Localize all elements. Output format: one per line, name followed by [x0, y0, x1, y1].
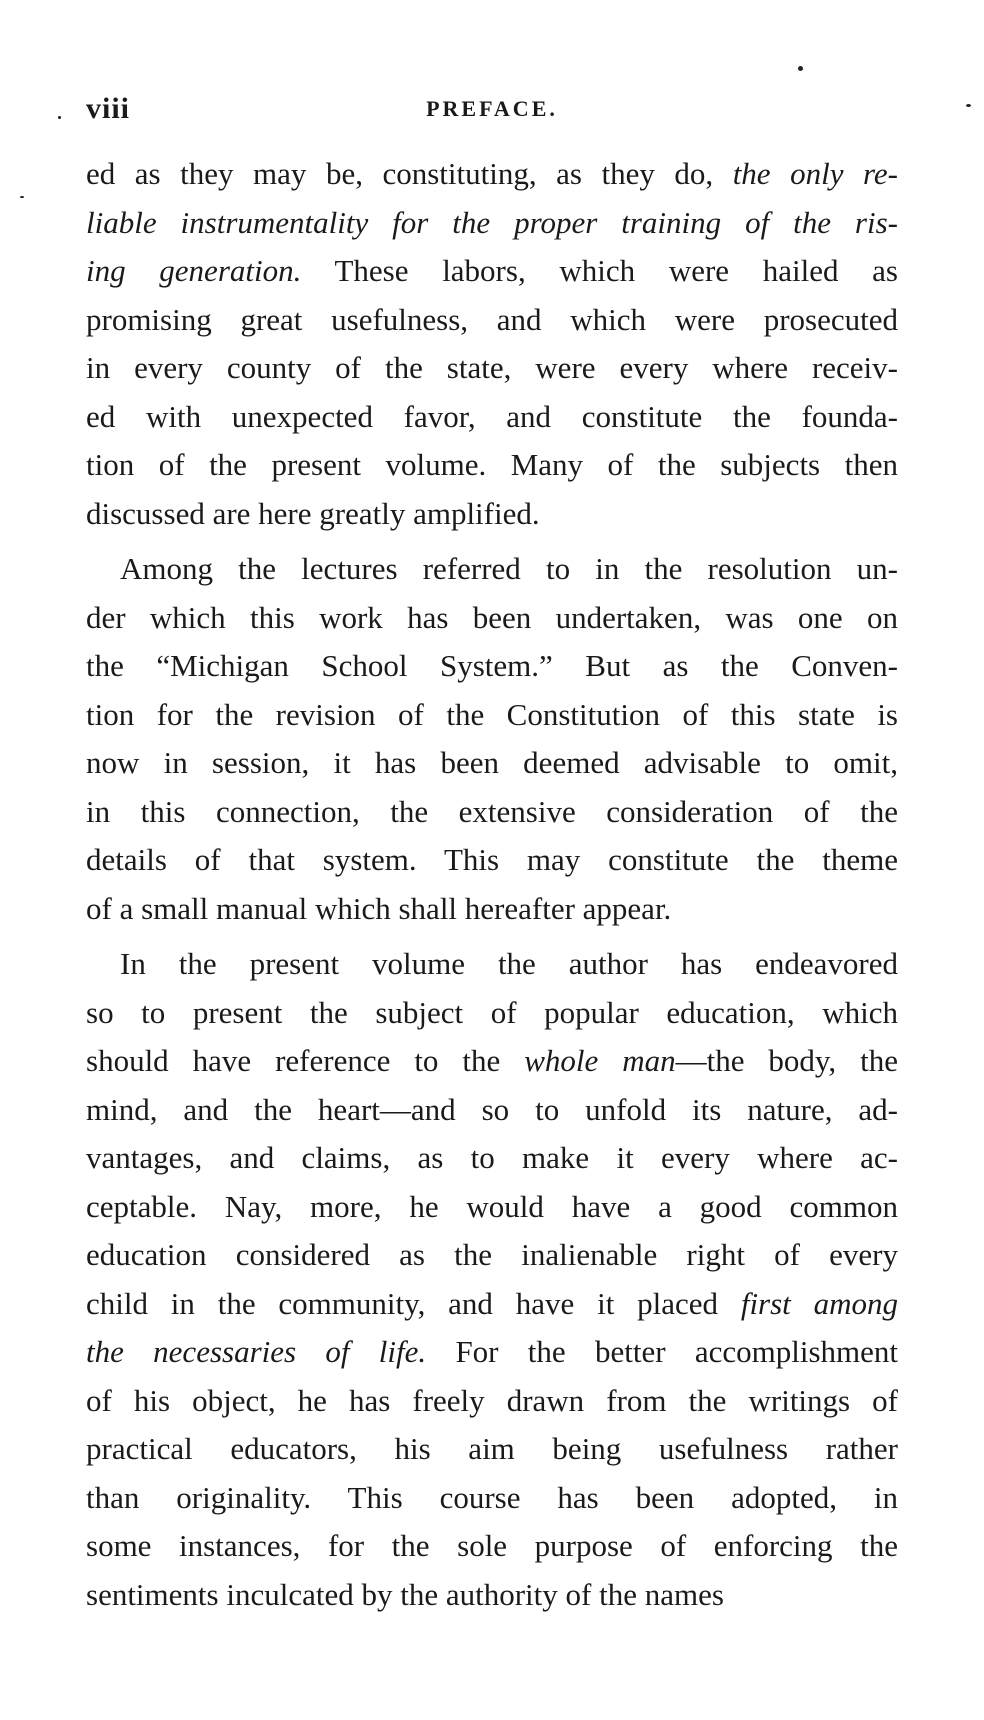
text-line: details of that system. This may constitute the theme: [86, 842, 898, 877]
text-line: now in session, it has been deemed advisable to omit,: [86, 745, 898, 780]
text-line: der which this work has been undertaken, was one on: [86, 599, 898, 635]
text-line: sentiments inculcated by the authority of the names: [86, 1576, 724, 1612]
text-line: child in the community, and have it placed first among: [86, 1285, 898, 1321]
italic-text: liable instrumentality for the proper training of the ris-: [86, 204, 898, 240]
text-line: should have reference to the whole man—the body, the: [86, 1043, 898, 1078]
paragraph: [86, 545, 898, 933]
text-line: the “Michigan School System.” But as the Conven-: [86, 648, 898, 683]
text-line: so to present the subject of popular education, which: [86, 994, 898, 1030]
text-line: ceptable. Nay, more, he would have a good common: [86, 1188, 898, 1224]
text-line: In the present volume the author has endeavored: [120, 946, 898, 981]
text-line: the necessaries of life. For the better accomplishment: [86, 1334, 898, 1369]
italic-text: the only re-: [732, 156, 898, 191]
ink-speck: [20, 196, 24, 198]
page-number: viii: [86, 92, 131, 125]
text-line: [86, 199, 898, 248]
text-line: in this connection, the extensive consideration of the: [86, 793, 898, 829]
text-line: promising great usefulness, and which were prosecuted: [86, 301, 898, 337]
italic-text: first among: [740, 1285, 898, 1321]
text-line: ed with unexpected favor, and constitute the founda-: [86, 398, 898, 434]
paragraph: [86, 150, 898, 538]
italic-text: whole man: [524, 1043, 676, 1078]
text-line: mind, and the heart—and so to unfold its nature, ad-: [86, 1091, 898, 1127]
text-line: of a small manual which shall hereafter appear.: [86, 890, 672, 926]
ink-speck: [966, 104, 971, 107]
text-line: practical educators, his aim being usefulness rather: [86, 1431, 898, 1466]
text-line: tion for the revision of the Constitution of this state is: [86, 696, 898, 732]
running-title: PREFACE.: [426, 96, 558, 121]
text-line: vantages, and claims, as to make it every where ac-: [86, 1140, 898, 1175]
text-line: discussed are here greatly amplified.: [86, 495, 540, 531]
text-line: of his object, he has freely drawn from the writings of: [86, 1382, 898, 1418]
text-line: in every county of the state, were every where receiv-: [86, 350, 898, 385]
text-line: Among the lectures referred to in the resolution un-: [120, 551, 898, 586]
paragraph: [86, 940, 898, 1619]
ink-speck: [798, 66, 803, 71]
text-line: tion of the present volume. Many of the subjects then: [86, 447, 898, 482]
italic-text: the necessaries of life.: [86, 1334, 427, 1369]
text-line: than originality. This course has been adopted, in: [86, 1479, 898, 1515]
text-line: education considered as the inalienable right of every: [86, 1237, 898, 1272]
text-line: ing generation. These labors, which were hailed as: [86, 253, 898, 288]
ink-speck: [58, 116, 61, 119]
body-text: [86, 150, 898, 1626]
text-line: ed as they may be, constituting, as they do, the only re-: [86, 156, 898, 191]
text-line: some instances, for the sole purpose of enforcing the: [86, 1528, 898, 1563]
page-header: [0, 92, 984, 132]
italic-text: ing generation.: [86, 253, 302, 288]
